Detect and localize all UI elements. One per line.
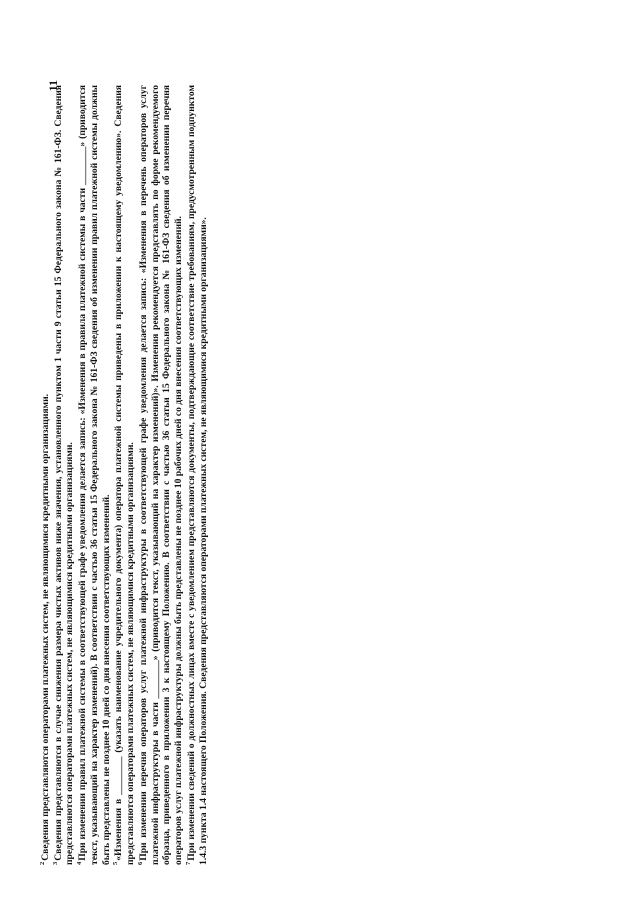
footnote-text: Сведения представляются в случае снижения размера чистых активов ниже значения, установленного пунктом 1 части 9 статьи 15 Федерального закона № 161-ФЗ. Сведения представляются операторами платежных систем, не являющимися кредитными организациями. — [52, 85, 76, 865]
footnote-text: При изменении сведений о должностных лицах вместе с уведомлением представляются документы, подтверждающие соответствие требованиям, предусмотренным подпунктом 1.4.3 пункта 1.4 настоящего Положения. Сведения представляются операторами платежных систем, не являющимися кредитными организациями». — [185, 85, 209, 865]
footnote-text: При изменении перечня операторов услуг платежной инфраструктуры в соответствующей графе уведомления делается запись: «Изменения в перечень операторов услуг платежной инфраструктуры в части ________» (приводится текст, указывающий на характер изменений)». Изменения рекомендуется представлять по форме рекомендуемого образца, приведенного в приложении 3 к настоящему Положению. В соответствии с частью 36 статьи 15 Федерального закона № 161-ФЗ сведения об изменении перечня операторов услуг платежной инфраструктуры должны быть представлены не позднее 10 рабочих дней со дня внесения соответствующих изменений. — [137, 85, 185, 865]
rotated-page-content — [40, 70, 275, 865]
footnote-text: Сведения представляются операторами платежных систем, не являющимися кредитными организациями. — [40, 393, 51, 861]
footnote-mark: 6 — [136, 861, 144, 865]
footnote-6 — [138, 85, 186, 865]
footnote-text: При изменении правил платежной системы в соответствующей графе уведомления делается запись: «Изменения в правила платежной системы в части ________» (приводится текст, указывающий на характер изменений). В соответствии с частью 36 статьи 15 Федерального закона № 161-ФЗ сведения об изменении правил платежной системы должны быть представлены не позднее 10 дней со дня внесения соответствующих изменений. — [76, 85, 112, 865]
footnote-mark: 4 — [75, 861, 83, 865]
footnote-4 — [77, 85, 113, 865]
footnote-mark: 5 — [112, 861, 120, 865]
footnote-text: «Изменения в ________ (указать наименование учредительного документа) оператора платежной системы приведены в приложении к настоящему уведомлению». Сведения представляются операторами платежных систем, не являющимися кредитными организациями. — [113, 85, 137, 865]
footnote-2 — [40, 85, 52, 865]
footnote-3 — [53, 85, 77, 865]
footnote-mark: 2 — [39, 861, 46, 865]
footnote-5 — [113, 85, 137, 865]
footnote-7 — [186, 85, 210, 865]
footnote-mark: 7 — [184, 861, 192, 865]
page-number: 11 — [46, 80, 60, 92]
footnotes-block — [40, 85, 210, 865]
footnote-mark: 3 — [51, 861, 59, 865]
